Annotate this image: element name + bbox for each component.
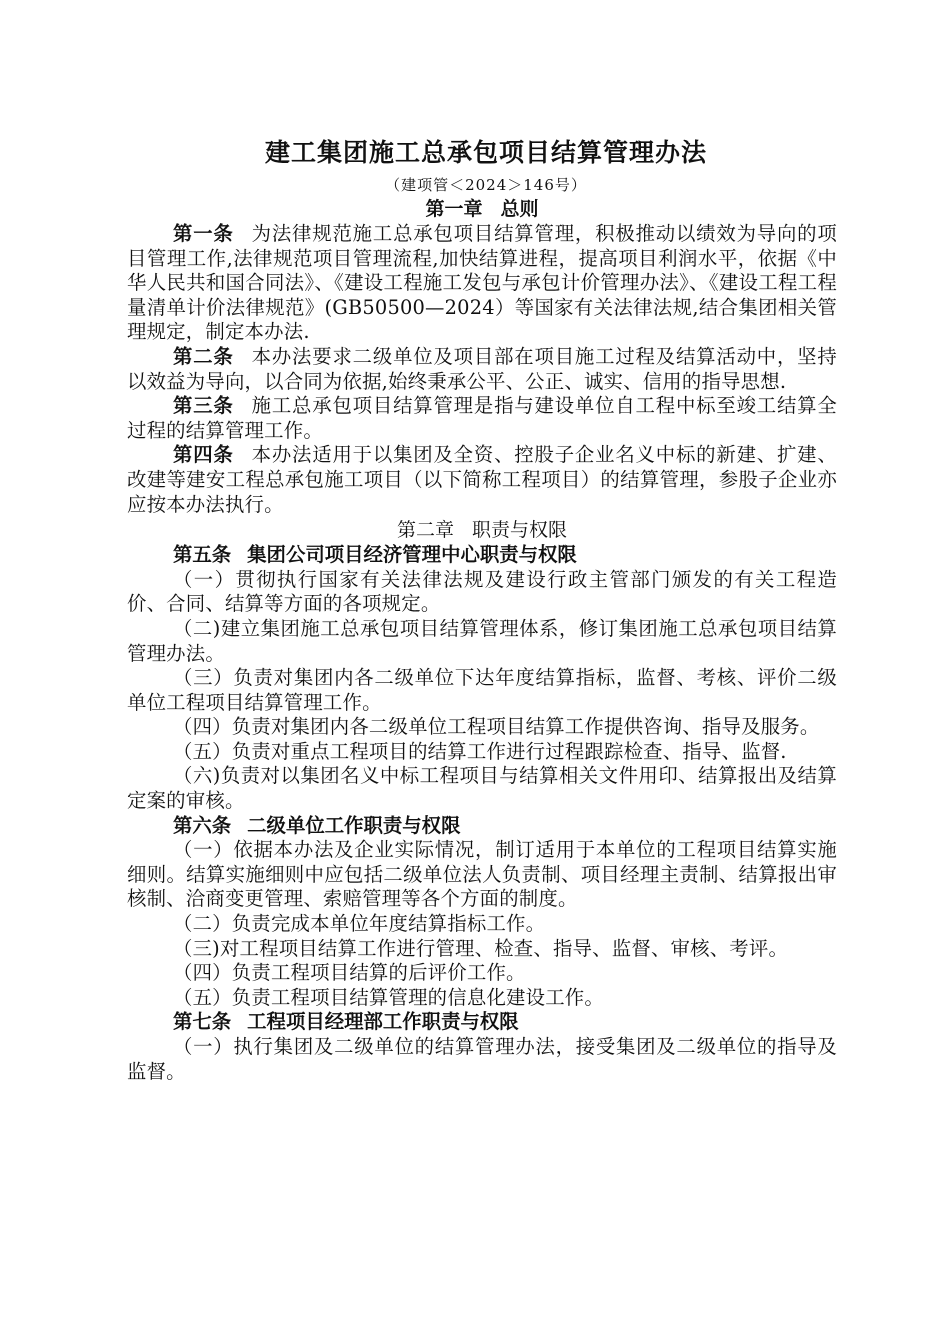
article-5-item: （三）负责对集团内各二级单位下达年度结算指标，监督、考核、评价二级单位工程项目结算管理工作。 bbox=[127, 666, 837, 714]
article-title: 工程项目经理部工作职责与权限 bbox=[247, 1010, 519, 1034]
article-6-item: （二）负责完成本单位年度结算指标工作。 bbox=[173, 912, 546, 936]
article-6-item: （五）负责工程项目结算管理的信息化建设工作。 bbox=[173, 985, 604, 1009]
document-body bbox=[127, 136, 837, 1084]
article-5-item: （五）负责对重点工程项目的结算工作进行过程跟踪检查、指导、监督. bbox=[173, 739, 787, 763]
article-label: 第一条 bbox=[173, 222, 234, 245]
chapter-name: 职责与权限 bbox=[472, 519, 568, 542]
article-label: 第五条 bbox=[173, 543, 232, 567]
article-6-item: （三)对工程项目结算工作进行管理、检查、指导、监督、审核、考评。 bbox=[173, 936, 789, 960]
article-4 bbox=[127, 443, 837, 517]
article-7-item: （一）执行集团及二级单位的结算管理办法，接受集团及二级单位的指导及监督。 bbox=[127, 1035, 837, 1083]
chapter-label: 第一章 bbox=[425, 198, 483, 220]
article-label: 第二条 bbox=[173, 344, 234, 368]
article-5-item: （六)负责对以集团名义中标工程项目与结算相关文件用印、结算报出及结算定案的审核。 bbox=[127, 764, 837, 813]
article-text: 本办法适用于以集团及全资、控股子企业名义中标的新建、扩建、改建等建安工程总承包施工项目（以下简称工程项目）的结算管理，参股子企业亦应按本办法执行。 bbox=[127, 443, 837, 516]
article-label: 第七条 bbox=[173, 1010, 232, 1034]
article-5-item: （一）贯彻执行国家有关法律法规及建设行政主管部门颁发的有关工程造价、合同、结算等方面的各项规定。 bbox=[127, 567, 837, 616]
chapter-label: 第二章 bbox=[396, 519, 454, 542]
article-6-item: （四）负责工程项目结算的后评价工作。 bbox=[173, 961, 526, 985]
article-label: 第三条 bbox=[173, 394, 234, 418]
article-title: 二级单位工作职责与权限 bbox=[247, 813, 461, 837]
article-2 bbox=[127, 345, 837, 394]
article-text: 为法律规范施工总承包项目结算管理，积极推动以绩效为导向的项目管理工作,法律规范项目管理流程,加快结算进程，提高项目利润水平，依据《中华人民共和国合同法》、《建设工程施工发包与承包计价管理办法》、《建设工程工程量清单计价法律规范》(GB50500—2024）等国家有关法律法规,结合集团相关管理规定，制定本办法. bbox=[127, 222, 837, 344]
article-5-item: （四）负责对集团内各二级单位工程项目结算工作提供咨询、指导及服务。 bbox=[173, 715, 820, 739]
article-1 bbox=[127, 222, 837, 345]
article-3 bbox=[127, 394, 837, 443]
article-6-heading bbox=[127, 814, 837, 839]
article-label: 第四条 bbox=[173, 443, 234, 467]
article-6-item: （一）依据本办法及企业实际情况，制订适用于本单位的工程项目结算实施细则。结算实施细则中应包括二级单位法人负责制、项目经理主责制、结算报出审核制、洽商变更管理、索赔管理等各个方面的制度。 bbox=[127, 838, 837, 911]
article-title: 集团公司项目经济管理中心职责与权限 bbox=[247, 543, 577, 567]
chapter-1-heading bbox=[127, 196, 837, 222]
article-7-heading bbox=[127, 1010, 837, 1035]
article-text: 施工总承包项目结算管理是指与建设单位自工程中标至竣工结算全过程的结算管理工作。 bbox=[127, 394, 837, 442]
article-5-item: （二)建立集团施工总承包项目结算管理体系，修订集团施工总承包项目结算管理办法。 bbox=[127, 616, 837, 665]
document-number: （建项管＜2024＞146号） bbox=[385, 176, 587, 194]
chapter-2-heading bbox=[127, 517, 837, 543]
document-title: 建工集团施工总承包项目结算管理办法 bbox=[264, 138, 707, 167]
article-5-heading bbox=[127, 543, 837, 568]
chapter-name: 总则 bbox=[500, 198, 539, 220]
article-label: 第六条 bbox=[173, 813, 232, 837]
article-text: 本办法要求二级单位及项目部在项目施工过程及结算活动中，坚持以效益为导向，以合同为依据,始终秉承公平、公正、诚实、信用的指导思想. bbox=[127, 344, 837, 393]
